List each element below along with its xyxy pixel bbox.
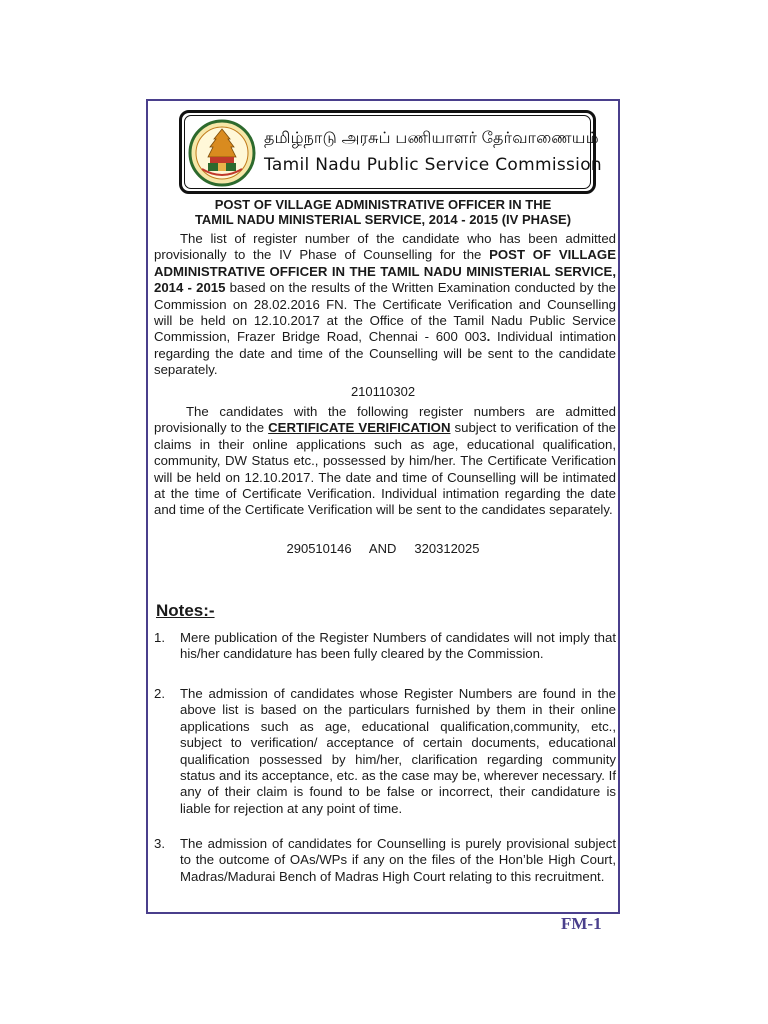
para1-text-2: based on the results of the Written Examination conducted by the Commission on 28.02.2016 FN. The Certificate Verification and Counselling will be held on 12.10.2017 at the Office of the Tamil Nadu Public Service Commission, Frazer Bridge Road, Chennai - 600 003 xyxy=(154,280,616,345)
notes-heading: Notes:- xyxy=(156,601,215,620)
para2-text-1: The candidates with the following register numbers are admitted provisionally to the xyxy=(154,404,616,436)
note-text: The admission of candidates for Counselling is purely provisional subject to the outcome of OAs/WPs if any on the files of the Hon’ble High Court, Madras/Madurai Bench of Madras High Court relating to this recruitment. xyxy=(180,836,616,884)
header-banner xyxy=(179,110,602,194)
post-heading-line1: POST OF VILLAGE ADMINISTRATIVE OFFICER IN THE xyxy=(214,197,552,212)
note-item xyxy=(154,630,616,663)
notice-frame xyxy=(146,99,620,914)
para1-text-3: Individual intimation regarding the date and time of the Counselling will be sent to the candidate separately. xyxy=(154,329,616,378)
commission-tamil-name: தமிழ்நாடு அரசுப் பணியாளர் தேர்வாணையம் xyxy=(264,130,599,147)
paragraph-certificate-verification xyxy=(154,404,616,519)
note-number: 3. xyxy=(154,836,165,851)
register-numbers-cv: 290510146 AND 320312025 xyxy=(286,541,480,556)
tamil-nadu-emblem-icon xyxy=(188,119,256,187)
para1-text-1: The list of register number of the candidate who has been admitted provisionally to the IV Phase of Counselling for the xyxy=(154,231,616,263)
note-text: Mere publication of the Register Numbers of candidates will not imply that his/her candidature has been fully cleared by the Commission. xyxy=(180,630,616,662)
note-item xyxy=(154,836,616,885)
para2-text-2: subject to verification of the claims in their online applications such as age, educational qualification, community, DW Status etc., possessed by him/her. The Certificate Verification will be held on 12.10.2017. The date and time of Counselling will be intimated at the time of Certificate Verification. Individual intimation regarding the date and time of the Certificate Verification will be sent to the candidates separately. xyxy=(154,420,616,518)
para1-post-name: POST OF VILLAGE ADMINISTRATIVE OFFICER IN THE TAMIL NADU MINISTERIAL SERVICE, 2014 - 2015 xyxy=(154,247,616,296)
paragraph-counselling xyxy=(154,231,616,379)
note-item xyxy=(154,686,616,817)
post-heading-line2: TAMIL NADU MINISTERIAL SERVICE, 2014 - 2015 (IV PHASE) xyxy=(194,212,572,227)
note-number: 1. xyxy=(154,630,165,645)
para1-period: . xyxy=(486,329,491,345)
register-number-admitted: 210110302 xyxy=(350,384,416,399)
note-number: 2. xyxy=(154,686,165,701)
commission-english-name: Tamil Nadu Public Service Commission xyxy=(264,155,602,175)
note-text: The admission of candidates whose Register Numbers are found in the above list is based on the particulars furnished by them in their online applications such as age, educational qualification,community, etc., subject to verification/ acceptance of certain documents, educational qualification possessed by him/her, clarification regarding community status and its acceptance, etc. as the case may be, wherever necessary. If any of their claim is found to be false or incorrect, their candidature is liable for rejection at any point of time. xyxy=(180,686,616,816)
form-code: FM-1 xyxy=(561,914,602,933)
certificate-verification-label: CERTIFICATE VERIFICATION xyxy=(268,420,451,436)
